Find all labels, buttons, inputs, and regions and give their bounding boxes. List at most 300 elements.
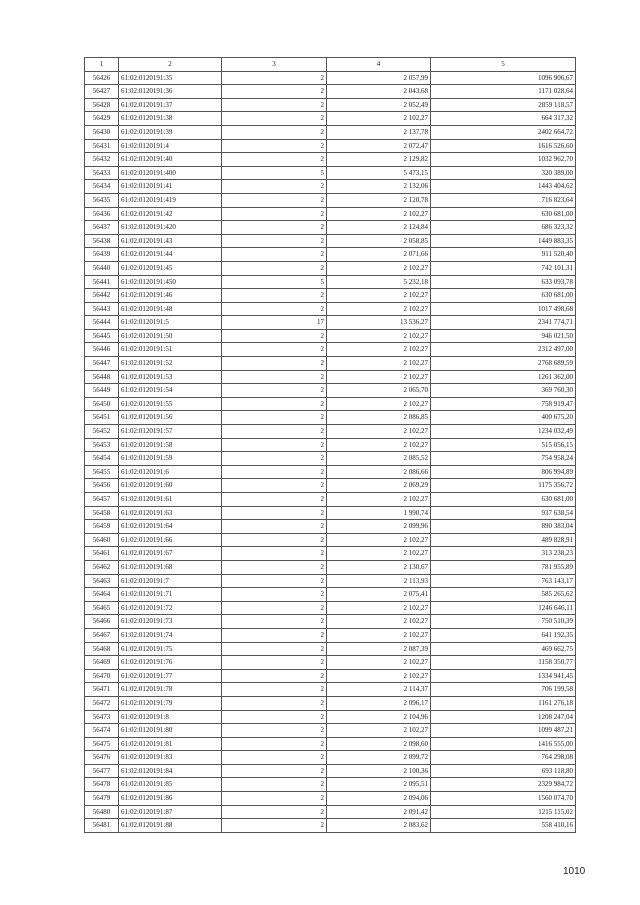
table-row xyxy=(85,98,576,112)
table-cell: 2 086,85 xyxy=(327,411,431,425)
table-cell: 61:02:0120191:56 xyxy=(119,411,222,425)
table-row xyxy=(85,751,576,765)
table-cell: 56451 xyxy=(85,411,119,425)
table-cell: 2 xyxy=(222,547,327,561)
table-cell: 2 102,27 xyxy=(327,615,431,629)
table-cell: 781 955,89 xyxy=(431,560,576,574)
table-cell: 558 410,16 xyxy=(431,819,576,833)
table-cell: 1032 962,70 xyxy=(431,153,576,167)
table-cell: 56443 xyxy=(85,302,119,316)
table-cell: 2 xyxy=(222,764,327,778)
table-cell: 56463 xyxy=(85,574,119,588)
table-cell: 61:02:0120191:87 xyxy=(119,805,222,819)
table-cell: 742 101,31 xyxy=(431,261,576,275)
table-cell: 937 638,54 xyxy=(431,506,576,520)
table-cell: 2 102,27 xyxy=(327,669,431,683)
table-cell: 56473 xyxy=(85,710,119,724)
table-cell: 56442 xyxy=(85,289,119,303)
table-cell: 56437 xyxy=(85,221,119,235)
table-row xyxy=(85,805,576,819)
table-cell: 2 xyxy=(222,751,327,765)
table-cell: 2 xyxy=(222,98,327,112)
table-cell: 2 xyxy=(222,370,327,384)
table-cell: 61:02:0120191:55 xyxy=(119,397,222,411)
table-cell: 2 xyxy=(222,357,327,371)
table-cell: 61:02:0120191:83 xyxy=(119,751,222,765)
table-cell: 2 xyxy=(222,710,327,724)
page-number: 1010 xyxy=(563,866,586,877)
table-cell: 1449 883,35 xyxy=(431,234,576,248)
column-header: 2 xyxy=(119,58,222,72)
table-cell: 2 xyxy=(222,696,327,710)
table-cell: 56465 xyxy=(85,601,119,615)
table-cell: 61:02:0120191:79 xyxy=(119,696,222,710)
table-cell: 61:02:0120191:78 xyxy=(119,683,222,697)
table-cell: 2 xyxy=(222,411,327,425)
table-cell: 630 681,00 xyxy=(431,493,576,507)
table-row xyxy=(85,452,576,466)
table-cell: 2 xyxy=(222,819,327,833)
table-cell: 56458 xyxy=(85,506,119,520)
table-cell: 2 xyxy=(222,479,327,493)
table-cell: 2 xyxy=(222,574,327,588)
table-cell: 56470 xyxy=(85,669,119,683)
table-cell: 56464 xyxy=(85,588,119,602)
table-cell: 56428 xyxy=(85,98,119,112)
table-row xyxy=(85,329,576,343)
table-cell: 56477 xyxy=(85,764,119,778)
table-cell: 2 102,27 xyxy=(327,397,431,411)
table-cell: 1443 404,62 xyxy=(431,180,576,194)
table-cell: 2 095,51 xyxy=(327,778,431,792)
table-cell: 2859 118,57 xyxy=(431,98,576,112)
table-cell: 2 xyxy=(222,506,327,520)
table-row xyxy=(85,588,576,602)
table-cell: 61:02:0120191:7 xyxy=(119,574,222,588)
table-row xyxy=(85,574,576,588)
table-cell: 56433 xyxy=(85,166,119,180)
table-cell: 630 681,00 xyxy=(431,207,576,221)
table-cell: 2 xyxy=(222,397,327,411)
table-cell: 2 083,62 xyxy=(327,819,431,833)
table-cell: 61:02:0120191:67 xyxy=(119,547,222,561)
table-cell: 1246 646,11 xyxy=(431,601,576,615)
table-cell: 2768 689,59 xyxy=(431,357,576,371)
table-cell: 1099 487,21 xyxy=(431,724,576,738)
table-cell: 2 099,72 xyxy=(327,751,431,765)
table-cell: 763 143,17 xyxy=(431,574,576,588)
table-cell: 61:02:0120191:53 xyxy=(119,370,222,384)
table-cell: 750 510,39 xyxy=(431,615,576,629)
table-row xyxy=(85,479,576,493)
table-cell: 2 102,27 xyxy=(327,329,431,343)
table-row xyxy=(85,125,576,139)
table-cell: 61:02:0120191:68 xyxy=(119,560,222,574)
table-cell: 1175 356,72 xyxy=(431,479,576,493)
table-cell: 56432 xyxy=(85,153,119,167)
table-cell: 56429 xyxy=(85,112,119,126)
table-cell: 56430 xyxy=(85,125,119,139)
table-cell: 1234 032,49 xyxy=(431,425,576,439)
column-header: 5 xyxy=(431,58,576,72)
table-cell: 1096 906,67 xyxy=(431,71,576,85)
table-cell: 2 xyxy=(222,329,327,343)
table-cell: 56467 xyxy=(85,628,119,642)
table-cell: 61:02:0120191:86 xyxy=(119,792,222,806)
table-cell: 56454 xyxy=(85,452,119,466)
table-cell: 61:02:0120191:85 xyxy=(119,778,222,792)
table-cell: 2 xyxy=(222,343,327,357)
table-cell: 61:02:0120191:77 xyxy=(119,669,222,683)
table-cell: 2 100,36 xyxy=(327,764,431,778)
table-cell: 61:02:0120191:8 xyxy=(119,710,222,724)
table-row xyxy=(85,724,576,738)
table-row xyxy=(85,547,576,561)
table-cell: 2 102,27 xyxy=(327,724,431,738)
table-cell: 2 xyxy=(222,737,327,751)
table-cell: 2 102,27 xyxy=(327,289,431,303)
table-cell: 2 102,27 xyxy=(327,302,431,316)
table-cell: 56471 xyxy=(85,683,119,697)
table-cell: 61:02:0120191:59 xyxy=(119,452,222,466)
table-cell: 2 071,66 xyxy=(327,248,431,262)
table-cell: 61:02:0120191:36 xyxy=(119,85,222,99)
table-cell: 2 xyxy=(222,683,327,697)
table-cell: 2 102,27 xyxy=(327,207,431,221)
table-cell: 2 087,39 xyxy=(327,642,431,656)
table-cell: 1208 247,04 xyxy=(431,710,576,724)
table-cell: 320 389,00 xyxy=(431,166,576,180)
table-cell: 2 094,06 xyxy=(327,792,431,806)
table-cell: 61:02:0120191:5 xyxy=(119,316,222,330)
table-cell: 56441 xyxy=(85,275,119,289)
table-cell: 2 102,27 xyxy=(327,261,431,275)
table-row xyxy=(85,166,576,180)
table-cell: 2 075,41 xyxy=(327,588,431,602)
table-cell: 2 072,47 xyxy=(327,139,431,153)
table-cell: 693 118,80 xyxy=(431,764,576,778)
table-cell: 56450 xyxy=(85,397,119,411)
table-cell: 61:02:0120191:58 xyxy=(119,438,222,452)
table-row xyxy=(85,560,576,574)
table-cell: 630 681,00 xyxy=(431,289,576,303)
table-cell: 61:02:0120191:76 xyxy=(119,656,222,670)
table-cell: 758 919,47 xyxy=(431,397,576,411)
header-row xyxy=(85,58,576,72)
table-cell: 61:02:0120191:75 xyxy=(119,642,222,656)
table-cell: 2 124,84 xyxy=(327,221,431,235)
table-row xyxy=(85,289,576,303)
table-cell: 1 990,74 xyxy=(327,506,431,520)
table-cell: 706 199,58 xyxy=(431,683,576,697)
table-row xyxy=(85,764,576,778)
table-cell: 2 xyxy=(222,438,327,452)
table-row xyxy=(85,792,576,806)
table-row xyxy=(85,316,576,330)
table-row xyxy=(85,302,576,316)
table-cell: 56439 xyxy=(85,248,119,262)
table-cell: 2 xyxy=(222,207,327,221)
table-cell: 2 065,70 xyxy=(327,384,431,398)
table-cell: 56472 xyxy=(85,696,119,710)
table-cell: 61:02:0120191:48 xyxy=(119,302,222,316)
table-cell: 56436 xyxy=(85,207,119,221)
table-cell: 56461 xyxy=(85,547,119,561)
table-cell: 61:02:0120191:60 xyxy=(119,479,222,493)
table-row xyxy=(85,615,576,629)
table-cell: 2 xyxy=(222,588,327,602)
table-cell: 2 xyxy=(222,425,327,439)
table-cell: 2 086,66 xyxy=(327,465,431,479)
table-cell: 61:02:0120191:4 xyxy=(119,139,222,153)
table-cell: 61:02:0120191:450 xyxy=(119,275,222,289)
table-cell: 2 113,93 xyxy=(327,574,431,588)
table-cell: 61:02:0120191:38 xyxy=(119,112,222,126)
table-cell: 56466 xyxy=(85,615,119,629)
table-row xyxy=(85,234,576,248)
table-row xyxy=(85,425,576,439)
table-cell: 61:02:0120191:6 xyxy=(119,465,222,479)
table-row xyxy=(85,357,576,371)
table-cell: 2 xyxy=(222,112,327,126)
table-cell: 2 xyxy=(222,221,327,235)
table-row xyxy=(85,520,576,534)
table-cell: 369 760,30 xyxy=(431,384,576,398)
table-cell: 2 099,96 xyxy=(327,520,431,534)
table-cell: 2402 664,72 xyxy=(431,125,576,139)
table-cell: 641 192,35 xyxy=(431,628,576,642)
table-cell: 56447 xyxy=(85,357,119,371)
table-cell: 1158 350,77 xyxy=(431,656,576,670)
table-cell: 2 091,42 xyxy=(327,805,431,819)
table-cell: 2 xyxy=(222,533,327,547)
table-cell: 61:02:0120191:41 xyxy=(119,180,222,194)
table-cell: 2 xyxy=(222,805,327,819)
table-cell: 2 102,27 xyxy=(327,493,431,507)
table-cell: 2 xyxy=(222,180,327,194)
table-cell: 2 xyxy=(222,656,327,670)
table-cell: 61:02:0120191:50 xyxy=(119,329,222,343)
table-cell: 61:02:0120191:44 xyxy=(119,248,222,262)
table-cell: 56475 xyxy=(85,737,119,751)
table-cell: 1416 555,00 xyxy=(431,737,576,751)
table-cell: 2 130,67 xyxy=(327,560,431,574)
table-cell: 2 137,78 xyxy=(327,125,431,139)
table-row xyxy=(85,370,576,384)
table-row xyxy=(85,343,576,357)
table-cell: 2 xyxy=(222,642,327,656)
table-row xyxy=(85,683,576,697)
table-cell: 2312 497,00 xyxy=(431,343,576,357)
table-row xyxy=(85,193,576,207)
table-row xyxy=(85,71,576,85)
table-row xyxy=(85,180,576,194)
table-cell: 806 994,89 xyxy=(431,465,576,479)
table-row xyxy=(85,139,576,153)
table-cell: 56440 xyxy=(85,261,119,275)
table-row xyxy=(85,533,576,547)
table-cell: 61:02:0120191:61 xyxy=(119,493,222,507)
table-cell: 56456 xyxy=(85,479,119,493)
table-cell: 61:02:0120191:42 xyxy=(119,207,222,221)
table-cell: 2 069,29 xyxy=(327,479,431,493)
table-cell: 61:02:0120191:46 xyxy=(119,289,222,303)
table-cell: 2 xyxy=(222,125,327,139)
table-row xyxy=(85,261,576,275)
table-cell: 2 xyxy=(222,778,327,792)
table-cell: 2 xyxy=(222,193,327,207)
table-row xyxy=(85,207,576,221)
table-row xyxy=(85,465,576,479)
table-cell: 2 102,27 xyxy=(327,533,431,547)
table-cell: 56449 xyxy=(85,384,119,398)
table-cell: 2 xyxy=(222,601,327,615)
table-cell: 911 520,40 xyxy=(431,248,576,262)
column-header: 1 xyxy=(85,58,119,72)
table-cell: 56427 xyxy=(85,85,119,99)
table-cell: 2 102,27 xyxy=(327,425,431,439)
table-cell: 2 102,27 xyxy=(327,547,431,561)
table-cell: 61:02:0120191:84 xyxy=(119,764,222,778)
table-cell: 664 317,32 xyxy=(431,112,576,126)
table-cell: 686 323,32 xyxy=(431,221,576,235)
table-cell: 56469 xyxy=(85,656,119,670)
table-cell: 56460 xyxy=(85,533,119,547)
table-cell: 61:02:0120191:64 xyxy=(119,520,222,534)
table-row xyxy=(85,438,576,452)
table-cell: 56453 xyxy=(85,438,119,452)
table-row xyxy=(85,506,576,520)
table-cell: 2 xyxy=(222,85,327,99)
table-cell: 2341 774,71 xyxy=(431,316,576,330)
table-cell: 61:02:0120191:51 xyxy=(119,343,222,357)
table-cell: 56455 xyxy=(85,465,119,479)
table-cell: 56426 xyxy=(85,71,119,85)
table-cell: 2 129,82 xyxy=(327,153,431,167)
table-cell: 2 096,17 xyxy=(327,696,431,710)
table-cell: 1161 276,18 xyxy=(431,696,576,710)
table-cell: 2 102,27 xyxy=(327,112,431,126)
table-cell: 2 102,27 xyxy=(327,357,431,371)
table-cell: 17 xyxy=(222,316,327,330)
table-row xyxy=(85,275,576,289)
table-row xyxy=(85,642,576,656)
table-cell: 2 xyxy=(222,248,327,262)
table-cell: 1334 941,45 xyxy=(431,669,576,683)
table-cell: 56431 xyxy=(85,139,119,153)
table-cell: 2 058,85 xyxy=(327,234,431,248)
table-cell: 2 085,52 xyxy=(327,452,431,466)
table-cell: 61:02:0120191:35 xyxy=(119,71,222,85)
table-cell: 2 xyxy=(222,628,327,642)
table-cell: 2 xyxy=(222,302,327,316)
table-cell: 2 xyxy=(222,615,327,629)
table-cell: 61:02:0120191:74 xyxy=(119,628,222,642)
table-cell: 56452 xyxy=(85,425,119,439)
table-cell: 2 xyxy=(222,493,327,507)
table-cell: 2 xyxy=(222,560,327,574)
table-cell: 61:02:0120191:43 xyxy=(119,234,222,248)
table-cell: 56448 xyxy=(85,370,119,384)
table-cell: 2 xyxy=(222,153,327,167)
table-cell: 61:02:0120191:63 xyxy=(119,506,222,520)
table-cell: 56434 xyxy=(85,180,119,194)
table-cell: 515 056,15 xyxy=(431,438,576,452)
table-row xyxy=(85,819,576,833)
table-row xyxy=(85,710,576,724)
table-cell: 489 828,91 xyxy=(431,533,576,547)
table-cell: 5 xyxy=(222,275,327,289)
table-row xyxy=(85,656,576,670)
table-cell: 2 xyxy=(222,520,327,534)
table-cell: 56459 xyxy=(85,520,119,534)
table-cell: 61:02:0120191:419 xyxy=(119,193,222,207)
table-cell: 56438 xyxy=(85,234,119,248)
table-cell: 2329 984,72 xyxy=(431,778,576,792)
table-cell: 61:02:0120191:420 xyxy=(119,221,222,235)
table-cell: 61:02:0120191:45 xyxy=(119,261,222,275)
table-cell: 2 xyxy=(222,792,327,806)
table-row xyxy=(85,628,576,642)
table-row xyxy=(85,669,576,683)
table-cell: 2 102,27 xyxy=(327,628,431,642)
table-cell: 56444 xyxy=(85,316,119,330)
table-cell: 1017 498,68 xyxy=(431,302,576,316)
table-cell: 946 021,50 xyxy=(431,329,576,343)
table-cell: 2 057,99 xyxy=(327,71,431,85)
table-row xyxy=(85,248,576,262)
cadastral-table xyxy=(84,57,576,833)
table-row xyxy=(85,601,576,615)
table-cell: 890 383,04 xyxy=(431,520,576,534)
table-cell: 2 xyxy=(222,724,327,738)
table-cell: 2 120,78 xyxy=(327,193,431,207)
table-cell: 61:02:0120191:88 xyxy=(119,819,222,833)
table-cell: 56480 xyxy=(85,805,119,819)
table-cell: 61:02:0120191:40 xyxy=(119,153,222,167)
table-cell: 61:02:0120191:81 xyxy=(119,737,222,751)
table-cell: 61:02:0120191:57 xyxy=(119,425,222,439)
table-cell: 2 xyxy=(222,452,327,466)
column-header: 4 xyxy=(327,58,431,72)
table-row xyxy=(85,221,576,235)
table-row xyxy=(85,778,576,792)
table-cell: 2 xyxy=(222,71,327,85)
table-cell: 2 xyxy=(222,139,327,153)
table-row xyxy=(85,85,576,99)
table-cell: 2 xyxy=(222,384,327,398)
table-cell: 2 052,49 xyxy=(327,98,431,112)
table-cell: 1215 115,02 xyxy=(431,805,576,819)
table-cell: 1560 074,70 xyxy=(431,792,576,806)
table-body xyxy=(85,71,576,832)
table-cell: 5 473,15 xyxy=(327,166,431,180)
table-cell: 2 xyxy=(222,261,327,275)
table-cell: 2 102,27 xyxy=(327,438,431,452)
table-cell: 61:02:0120191:71 xyxy=(119,588,222,602)
table-cell: 2 104,96 xyxy=(327,710,431,724)
table-cell: 61:02:0120191:39 xyxy=(119,125,222,139)
table-cell: 56462 xyxy=(85,560,119,574)
table-cell: 2 043,68 xyxy=(327,85,431,99)
table-cell: 754 958,24 xyxy=(431,452,576,466)
table-cell: 56474 xyxy=(85,724,119,738)
table-cell: 469 662,75 xyxy=(431,642,576,656)
table-cell: 2 098,60 xyxy=(327,737,431,751)
table-row xyxy=(85,397,576,411)
table-cell: 1616 526,60 xyxy=(431,139,576,153)
table-cell: 2 114,37 xyxy=(327,683,431,697)
